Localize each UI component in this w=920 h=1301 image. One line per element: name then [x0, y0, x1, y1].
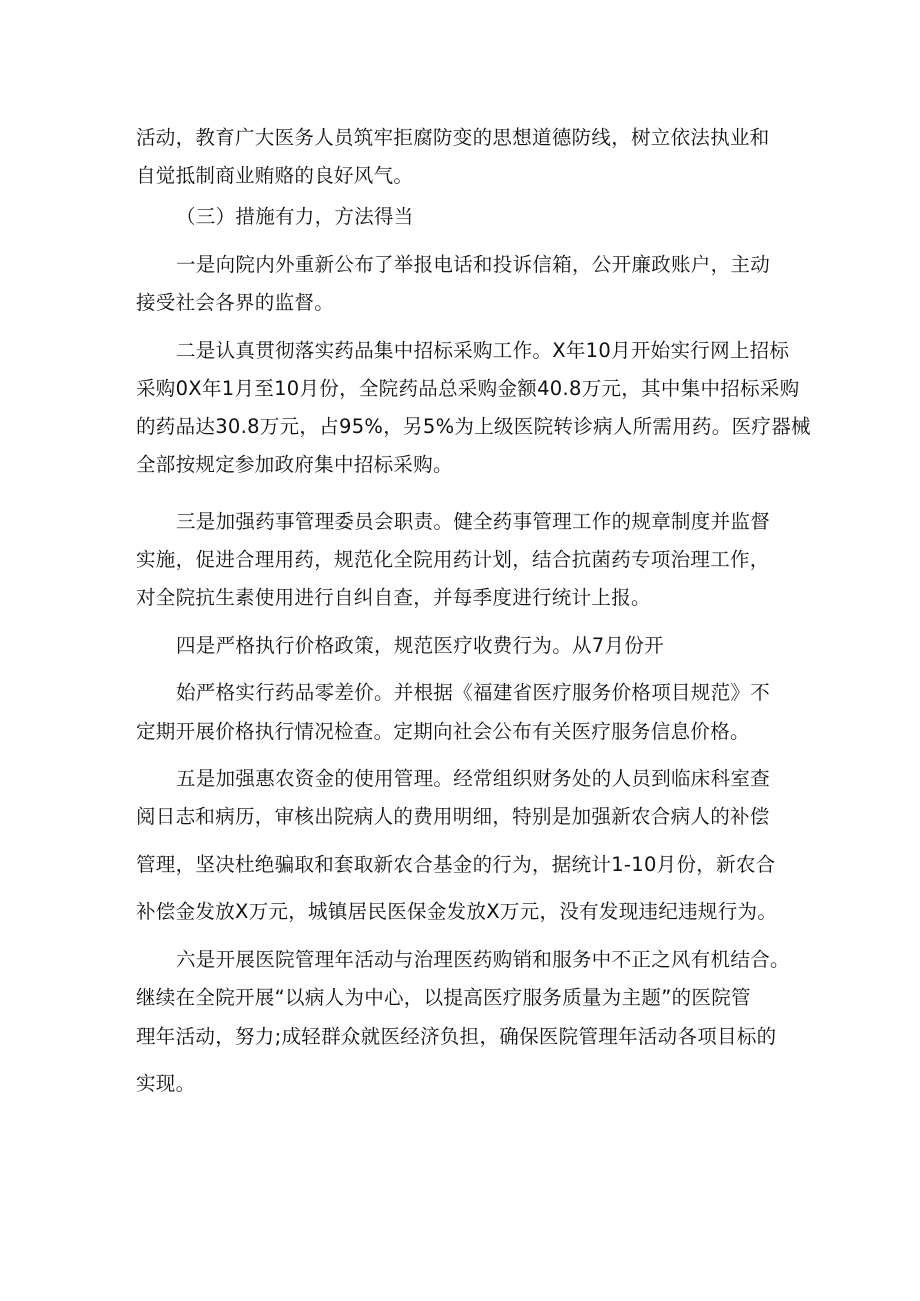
text-line: 全部按规定参加政府集中招标采购。 [136, 453, 453, 476]
text-line: 对全院抗生素使用进行自纠自查，并每季度进行统计上报。 [136, 586, 651, 609]
text-line: 四是严格执行价格政策，规范医疗收费行为。从7月份开 [176, 634, 664, 657]
text-line: 接受社会各界的监督。 [136, 291, 335, 314]
text-line: 理年活动，努力;成轻群众就医经济负担，确保医院管理年活动各项目标的 [136, 1025, 777, 1048]
text-line: 采购0X年1月至10月份，全院药品总采购金额40.8万元，其中集中招标采购 [136, 377, 800, 400]
text-line: 阅日志和病历，审核出院病人的费用明细，特别是加强新农合病人的补偿 [136, 805, 770, 828]
text-line: 二是认真贯彻落实药品集中招标采购工作。X年10月开始实行网上招标 [176, 339, 790, 362]
text-line: 补偿金发放X万元，城镇居民医保金发放X万元，没有发现违纪违规行为。 [136, 900, 778, 923]
text-line: 六是开展医院管理年活动与治理医药购销和服务中不正之风有机结合。 [176, 948, 790, 971]
text-line: 三是加强药事管理委员会职责。健全药事管理工作的规章制度并监督 [176, 510, 771, 533]
text-line: 自觉抵制商业贿赂的良好风气。 [136, 164, 414, 187]
text-line: 定期开展价格执行情况检查。定期向社会公布有关医疗服务信息价格。 [136, 720, 750, 743]
text-line: 始严格实行药品零差价。并根据《福建省医疗服务价格项目规范》不 [176, 681, 771, 704]
text-line: 的药品达30.8万元，占95%，另5%为上级医院转诊病人所需用药。医疗器械 [136, 415, 811, 438]
text-line: 一是向院内外重新公布了举报电话和投诉信箱，公开廉政账户，主动 [176, 253, 771, 276]
text-line: 管理，坚决杜绝骗取和套取新农合基金的行为，据统计1-10月份，新农合 [136, 853, 776, 876]
text-line: 五是加强惠农资金的使用管理。经常组织财务处的人员到临床科室查 [176, 767, 771, 790]
text-line: 实现。 [136, 1072, 196, 1095]
section-heading: （三）措施有力，方法得当 [176, 205, 414, 228]
text-line: 实施，促进合理用药，规范化全院用药计划，结合抗菌药专项治理工作， [136, 548, 770, 571]
text-line: 活动，教育广大医务人员筑牢拒腐防变的思想道德防线，树立依法执业和 [136, 126, 770, 149]
text-line: 继续在全院开展“以病人为中心，以提高医疗服务质量为主题”的医院管 [136, 986, 751, 1009]
